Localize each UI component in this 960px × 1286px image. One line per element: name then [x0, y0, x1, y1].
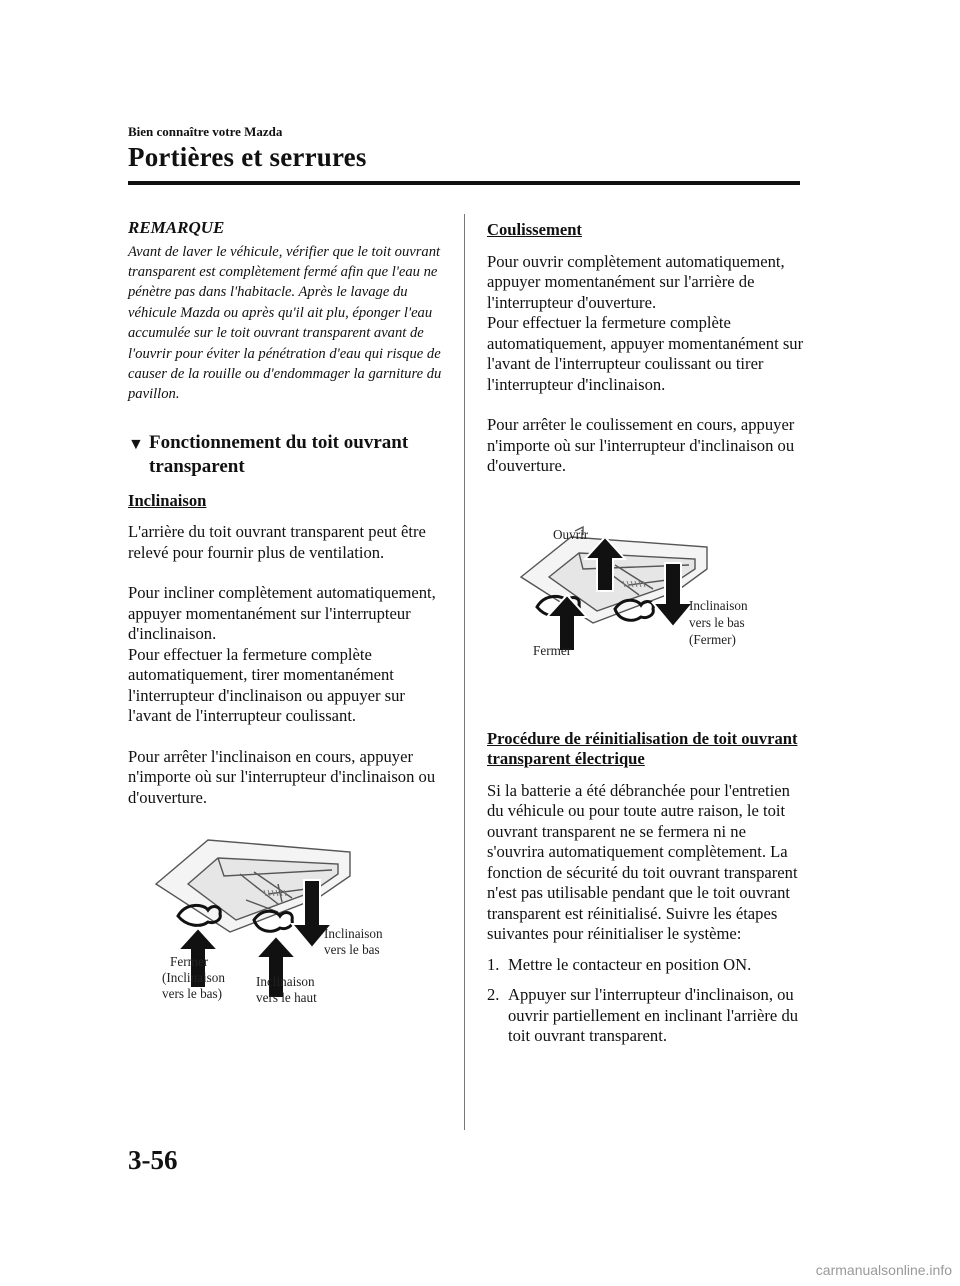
subheading-reset: Procédure de réinitialisation de toit ouvrant transparent électrique [487, 728, 798, 768]
note-title: REMARQUE [128, 218, 225, 237]
title-rule [128, 181, 800, 185]
list-item [487, 955, 805, 976]
triangle-bullet-icon: ▼ [128, 435, 144, 453]
step-number: 2. [487, 985, 500, 1004]
paragraph: Si la batterie a été débranchée pour l'entretien du véhicule ou pour toute autre raison, le toit ouvrant transparent ne se fermera ni ne s'ouvrira automatiquement complètement. La fonction de sécurité du toit ouvrant transparent n'est pas utilisable pendant que le toit ouvrant transparent est réinitialisé. Suivre les étapes suivantes pour réinitialiser le système: [487, 780, 798, 943]
step-text: Appuyer sur l'interrupteur d'inclinaison, ou ouvrir partiellement en inclinant l'arrière du toit ouvrant transparent. [508, 985, 799, 1045]
label-open: Ouvrir [553, 526, 589, 542]
right-column [487, 218, 805, 1057]
label-close: Fermer [170, 954, 209, 970]
note-text: Avant de laver le véhicule, vérifier que le toit ouvrant transparent est complètement fermé afin que l'eau ne pénètre pas dans l'habitacle. Après le lavage du véhicule Mazda ou après qu'il ait plu, éponger l'eau accumulée sur le toit ouvrant transparent avant de l'ouvrir pour éviter la pénétration d'eau qui risque de causer de la rouille ou d'endommager la garniture du pavillon. [128, 243, 442, 403]
step-text: Mettre le contacteur en position ON. [508, 954, 752, 974]
chapter-title: Portières et serrures [128, 142, 367, 172]
section-title [128, 431, 446, 479]
section-title-text: Fonctionnement du toit ouvrant transparent [149, 431, 409, 477]
subheading-coulissement: Coulissement [487, 220, 582, 239]
list-item [487, 985, 805, 1047]
tilt-switch-figure [128, 824, 446, 1038]
label-close-sub: (Inclinaison vers le bas) [162, 970, 225, 1002]
subheading-inclinaison: Inclinaison [128, 490, 207, 510]
watermark: carmanualsonline.info [815, 1262, 952, 1278]
step-number: 1. [487, 954, 500, 974]
paragraph: Pour arrêter le coulissement en cours, appuyer n'importe où sur l'interrupteur d'inclinaison ou d'ouverture. [487, 415, 795, 475]
paragraph: Pour effectuer la fermeture complète automatiquement, appuyer momentanément sur l'avant de l'interrupteur coulissant ou tirer l'interrupteur d'inclinaison. [487, 313, 804, 394]
label-close: Fermer [533, 642, 572, 658]
paragraph: Pour arrêter l'inclinaison en cours, appuyer n'importe où sur l'interrupteur d'inclinaison ou d'ouverture. [128, 746, 436, 807]
column-divider [464, 214, 465, 1130]
paragraph: Pour ouvrir complètement automatiquement, appuyer momentanément sur l'arrière de l'interrupteur d'ouverture. [487, 251, 785, 312]
page-number: 3-56 [128, 1145, 178, 1175]
section-label: Bien connaître votre Mazda [128, 124, 283, 139]
left-column [128, 218, 446, 1038]
steps-list [487, 955, 805, 1047]
paragraph: Pour incliner complètement automatiquement, appuyer momentanément sur l'interrupteur d'inclinaison. [128, 583, 436, 644]
paragraph: L'arrière du toit ouvrant transparent peut être relevé pour fournir plus de ventilation. [128, 522, 426, 562]
label-tilt-down: Inclinaison vers le bas [324, 926, 383, 958]
label-tilt-up: Inclinaison vers le haut [256, 974, 317, 1006]
label-tilt-down-close: Inclinaison vers le bas (Fermer) [689, 597, 748, 647]
slide-switch-figure [487, 511, 787, 711]
paragraph: Pour effectuer la fermeture complète automatiquement, tirer momentanément l'interrupteur d'inclinaison ou appuyer sur l'avant de l'interrupteur coulissant. [128, 644, 405, 726]
